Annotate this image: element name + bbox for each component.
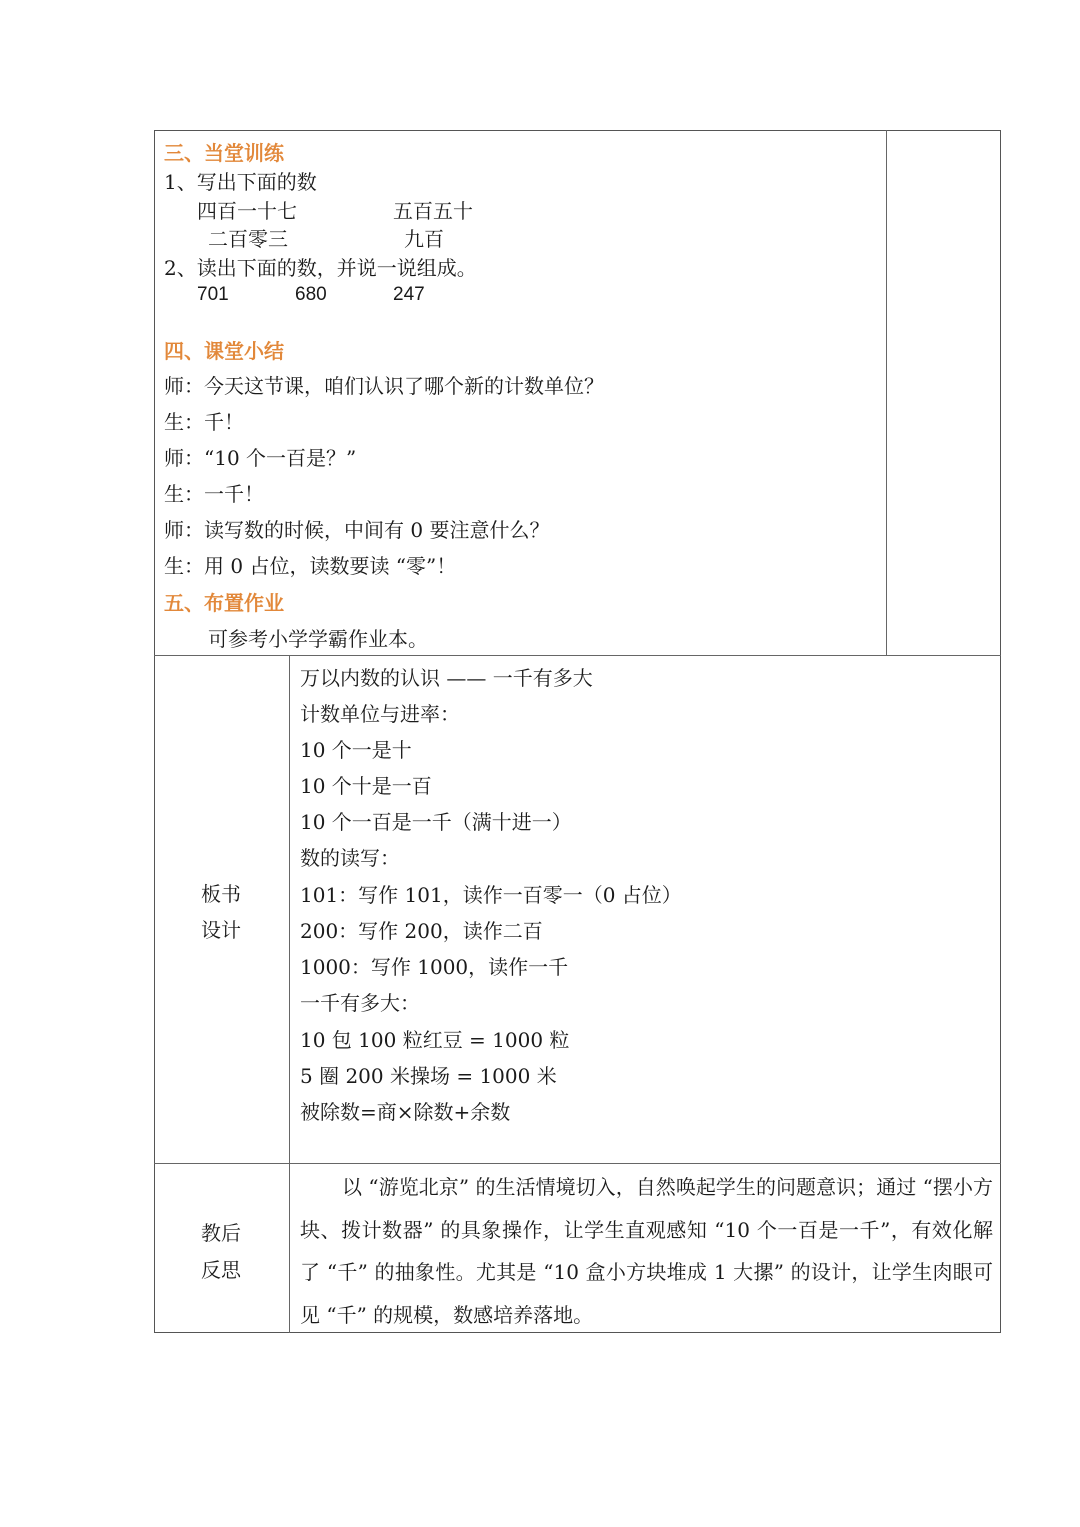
board-line: 10 包 100 粒红豆 = 1000 粒 (300, 1028, 570, 1052)
dialogue-line: 生：千！ (164, 410, 244, 434)
dialogue-line: 师：“10 个一百是？” (164, 446, 357, 470)
dialogue-line: 生：用 0 占位，读数要读 “零”！ (164, 554, 457, 578)
board-line: 一千有多大： (300, 991, 420, 1015)
dialogue-line: 师：今天这节课，咱们认识了哪个新的计数单位？ (164, 374, 604, 398)
section-4-heading: 四、课堂小结 (164, 339, 284, 363)
dialogue-line: 师：读写数的时候，中间有 0 要注意什么？ (164, 518, 550, 542)
reflection-label-line2: 反思 (201, 1258, 241, 1282)
board-line: 5 圈 200 米操场 = 1000 米 (300, 1064, 557, 1088)
section-5-heading: 五、布置作业 (164, 591, 284, 615)
board-line: 10 个十是一百 (300, 774, 432, 798)
question-1: 1、写出下面的数 (164, 170, 317, 194)
board-line: 200：写作 200，读作二百 (300, 919, 543, 943)
top-right-column-divider (886, 130, 887, 655)
q2-number-2: 680 (295, 284, 327, 305)
row-divider-2 (154, 1163, 1001, 1164)
board-line: 被除数=商×除数+余数 (300, 1100, 511, 1124)
row-divider-1 (154, 655, 1001, 656)
section-3-heading: 三、当堂训练 (164, 141, 284, 165)
q2-number-1: 701 (197, 284, 229, 305)
reflection-label-line1: 教后 (201, 1221, 241, 1245)
board-line: 101：写作 101，读作一百零一（0 占位） (300, 883, 682, 907)
board-line: 数的读写： (300, 846, 400, 870)
board-line: 10 个一是十 (300, 738, 412, 762)
label-column-divider (289, 655, 290, 1333)
dialogue-line: 生：一千！ (164, 482, 264, 506)
q1-item-4: 九百 (404, 227, 444, 251)
q1-item-3: 二百零三 (208, 227, 288, 251)
reflection-text: 以 “游览北京” 的生活情境切入，自然唤起学生的问题意识；通过 “摆小方块、拨计数器” 的具象操作，让学生直观感知 “10 个一百是一千”，有效化解了 “千” 的抽象性。尤其是 “10 盒小方块堆成 1 大摞” 的设计，让学生肉眼可见 “千” 的规模，数感培养落地。 (300, 1175, 993, 1327)
q1-item-2: 五百五十 (393, 199, 473, 223)
lesson-plan-table (154, 130, 1001, 1333)
board-line: 10 个一百是一千（满十进一） (300, 810, 572, 834)
question-2: 2、读出下面的数，并说一说组成。 (164, 256, 477, 280)
homework-text: 可参考小学学霸作业本。 (208, 627, 428, 651)
board-line: 计数单位与进率： (300, 702, 460, 726)
q2-number-3: 247 (393, 284, 425, 305)
board-label-line2: 设计 (201, 918, 241, 942)
q1-item-1: 四百一十七 (197, 199, 297, 223)
board-line: 1000：写作 1000，读作一千 (300, 955, 569, 979)
board-label-line1: 板书 (201, 882, 241, 906)
board-line: 万以内数的认识 —— 一千有多大 (300, 666, 593, 690)
